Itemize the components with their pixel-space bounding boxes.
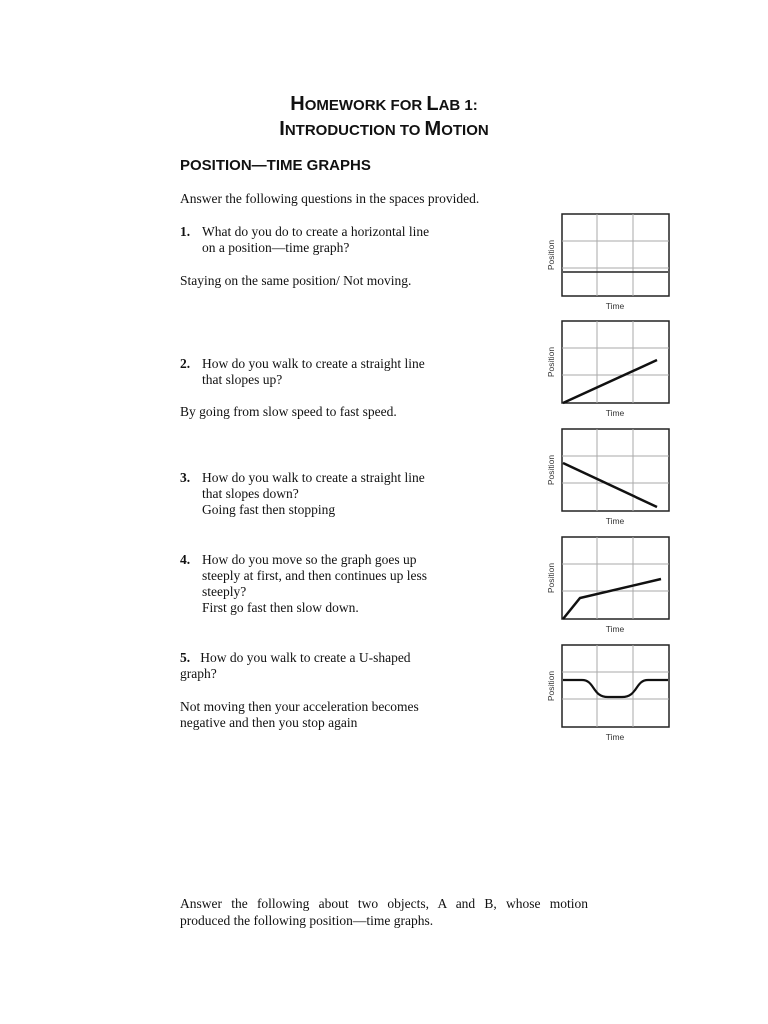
question-line: What do you do to create a horizontal line xyxy=(202,224,430,239)
question-4 xyxy=(180,552,427,616)
section-heading: POSITION—TIME GRAPHS xyxy=(180,157,371,174)
answer-line: negative and then you stop again xyxy=(180,715,358,730)
question-line: on a position—time graph? xyxy=(202,240,350,255)
title-letter: M xyxy=(424,118,442,140)
final-line-2: produced the following position—time graphs. xyxy=(180,913,434,928)
final-instructions xyxy=(180,895,588,929)
y-axis-label: Position xyxy=(546,562,556,594)
title-text: OTION xyxy=(441,122,489,139)
question-2 xyxy=(180,356,425,388)
page-title-line-2 xyxy=(0,118,768,141)
graph-curve xyxy=(563,579,661,619)
graph-curve xyxy=(563,360,657,403)
page-title-line-1 xyxy=(0,93,768,116)
y-axis-label: Position xyxy=(546,239,556,271)
answer-1: Staying on the same position/ Not moving. xyxy=(180,273,412,288)
title-letter: L xyxy=(426,93,439,115)
x-axis-label: Time xyxy=(605,732,625,742)
question-number: 1. xyxy=(180,224,191,239)
graph-curve xyxy=(563,463,657,507)
y-axis-label: Position xyxy=(546,670,556,702)
title-text: NTRODUCTION TO xyxy=(284,122,425,139)
title-text: OMEWORK FOR xyxy=(304,97,427,114)
graph-frame xyxy=(562,645,669,727)
question-line: How do you move so the graph goes up xyxy=(202,552,417,567)
question-line: How do you walk to create a straight line xyxy=(202,356,425,371)
question-line: that slopes up? xyxy=(202,372,283,387)
graph-slope-up xyxy=(540,317,672,425)
x-axis-label: Time xyxy=(605,624,625,634)
question-5 xyxy=(180,650,411,682)
question-number: 5. xyxy=(180,650,191,665)
question-line: steeply? xyxy=(202,584,247,599)
question-line: How do you walk to create a U-shaped xyxy=(200,650,411,665)
question-line: graph? xyxy=(180,666,217,681)
title-text: AB 1: xyxy=(438,97,478,114)
graph-frame xyxy=(562,537,669,619)
question-number: 3. xyxy=(180,470,191,485)
question-3 xyxy=(180,470,425,518)
answer-2: By going from slow speed to fast speed. xyxy=(180,404,397,419)
intro-text: Answer the following questions in the spaces provided. xyxy=(180,191,480,206)
graph-u-shaped xyxy=(540,641,672,749)
answer-4: First go fast then slow down. xyxy=(202,600,359,615)
answer-5 xyxy=(180,699,419,731)
question-number: 4. xyxy=(180,552,191,567)
final-line-1: Answer the following about two objects, A and B, whose motion xyxy=(180,896,588,911)
answer-3: Going fast then stopping xyxy=(202,502,336,517)
x-axis-label: Time xyxy=(605,301,625,311)
title-letter: H xyxy=(290,93,305,115)
graph-slope-down xyxy=(540,425,672,533)
question-line: that slopes down? xyxy=(202,486,299,501)
title-letter: I xyxy=(279,118,285,140)
graph-frame xyxy=(562,214,669,296)
x-axis-label: Time xyxy=(605,516,625,526)
question-number: 2. xyxy=(180,356,191,371)
graph-horizontal-line xyxy=(540,210,672,318)
question-line: steeply at first, and then continues up less xyxy=(202,568,427,583)
graph-curve xyxy=(563,680,668,697)
question-line: How do you walk to create a straight line xyxy=(202,470,425,485)
y-axis-label: Position xyxy=(546,454,556,486)
answer-line: Not moving then your acceleration becomes xyxy=(180,699,419,714)
x-axis-label: Time xyxy=(605,408,625,418)
question-1 xyxy=(180,224,429,256)
graph-steep-then-less-steep xyxy=(540,533,672,641)
y-axis-label: Position xyxy=(546,346,556,378)
